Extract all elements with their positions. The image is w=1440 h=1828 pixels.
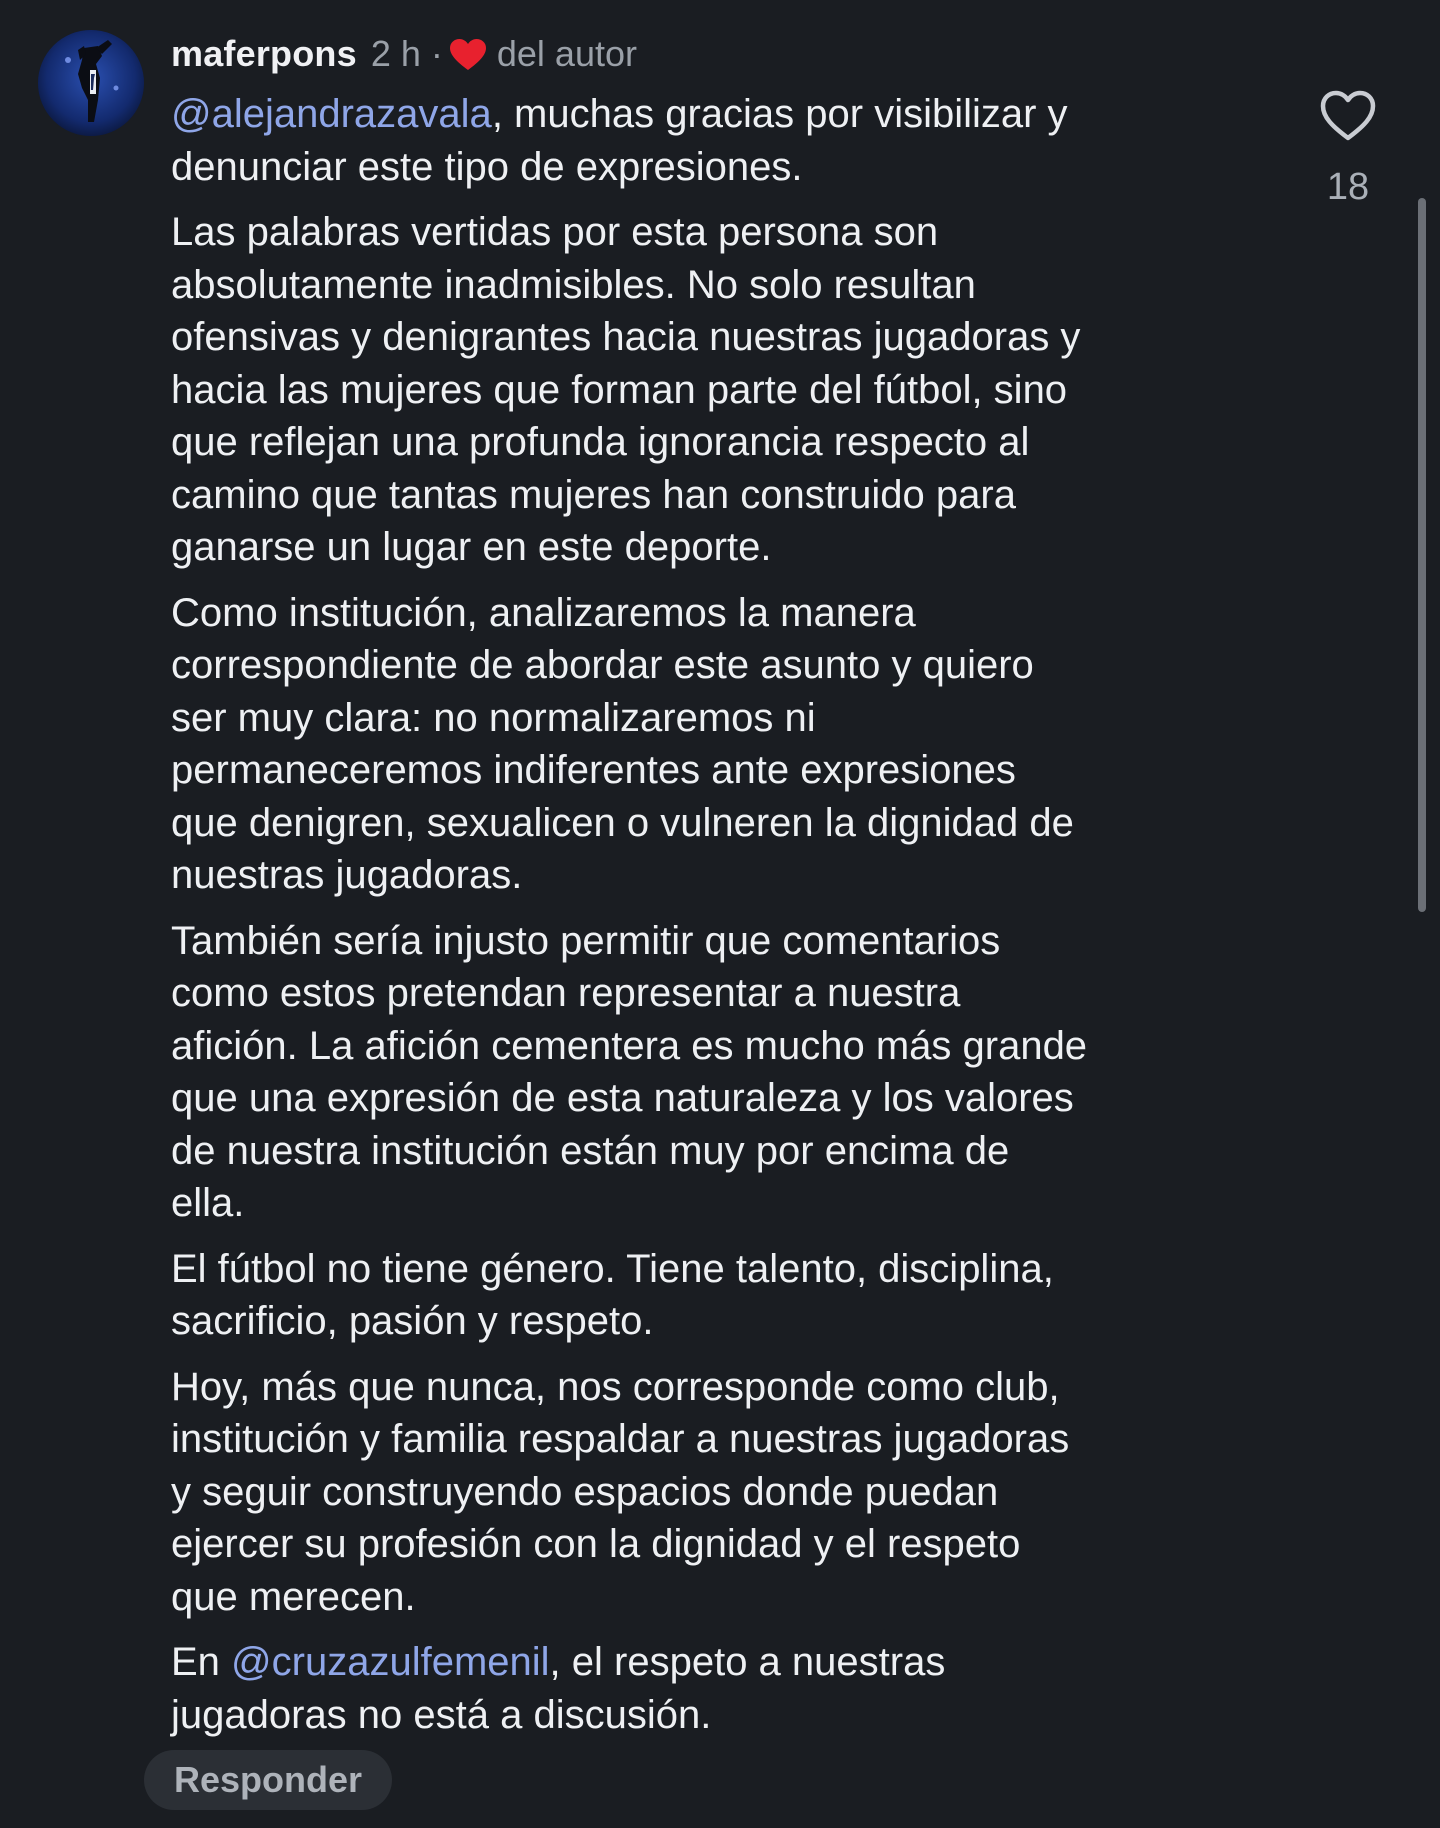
username-link[interactable]: maferpons xyxy=(171,33,357,74)
heart-outline-icon[interactable] xyxy=(1318,88,1378,144)
comment-timestamp: 2 h xyxy=(370,33,421,74)
comment-paragraph: También sería injusto permitir que comentarios como estos pretendan representar a nuestra afición. La afición cementera es mucho más grande que una expresión de esta naturaleza y los valores de nuestra institución están muy por encima de ella. xyxy=(171,918,1088,1225)
comment-body xyxy=(171,88,1271,1754)
comment-paragraph: Las palabras vertidas por esta persona son absolutamente inadmisibles. No solo resultan ofensivas y denigrantes hacia nuestras jugadoras y hacia las mujeres que forman parte del fútbol, sino que reflejan una profunda ignorancia respecto al camino que tantas mujeres han construido para ganarse un lugar en este deporte. xyxy=(171,210,1081,569)
comment-paragraph: Como institución, analizaremos la manera correspondiente de abordar este asunto y quiero ser muy clara: no normalizaremos ni permaneceremos indiferentes ante expresiones que denigren, sexualicen o vulneren la dignidad de nuestras jugadoras. xyxy=(171,590,1074,897)
scrollbar[interactable] xyxy=(1418,198,1426,912)
paragraph-prefix: En xyxy=(171,1640,232,1684)
comment-paragraph: El fútbol no tiene género. Tiene talento, disciplina, sacrificio, pasión y respeto. xyxy=(171,1246,1054,1343)
avatar[interactable] xyxy=(38,30,144,136)
comment-paragraph xyxy=(171,1636,1271,1741)
author-heart-icon xyxy=(449,38,487,72)
reply-button[interactable]: Responder xyxy=(144,1750,392,1810)
header-separator: · xyxy=(430,33,443,74)
like-count: 18 xyxy=(1326,166,1370,208)
mention-link[interactable]: @alejandrazavala xyxy=(171,92,492,136)
author-liked-label: del autor xyxy=(496,33,637,74)
paragraph-text: , el respeto a nuestras jugadoras no está a discusión. xyxy=(171,1640,946,1737)
comment-header xyxy=(171,26,637,82)
mention-link[interactable]: @cruzazulfemenil xyxy=(231,1640,550,1684)
comment-paragraph: Hoy, más que nunca, nos corresponde como club, institución y familia respaldar a nuestras jugadoras y seguir construyendo espacios donde puedan ejercer su profesión con la dignidad y el respeto que merecen. xyxy=(171,1364,1070,1619)
comment-paragraph xyxy=(171,88,1271,193)
paragraph-text: , muchas gracias por visibilizar y denunciar este tipo de expresiones. xyxy=(171,92,1068,189)
